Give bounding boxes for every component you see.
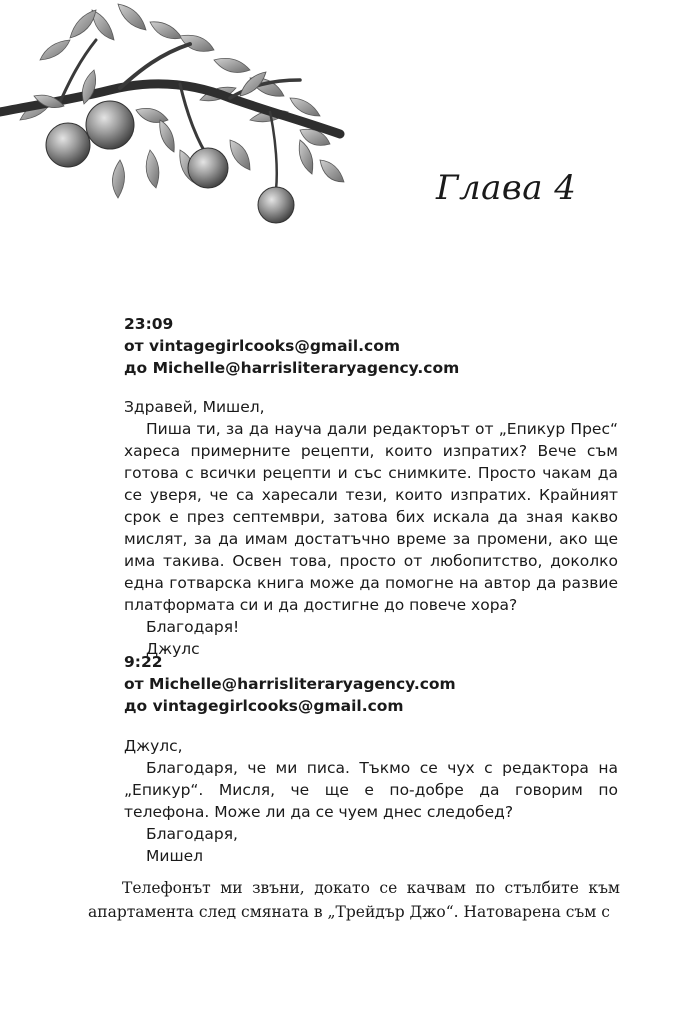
email-time: 23:09: [124, 315, 174, 333]
email-greeting: Джулс,: [124, 737, 183, 755]
email-time: 9:22: [124, 653, 163, 671]
chapter-title: Глава 4: [436, 168, 577, 208]
email-from: от vintagegirlcooks@gmail.com: [124, 337, 401, 355]
narrative-paragraph: Телефонът ми звъни, докато се качвам по стълбите към апартамента след смяната в „Трейдър Джо“. Натоварена съм с: [88, 879, 620, 921]
email-body: [124, 735, 618, 867]
email-to: до Michelle@harrisliteraryagency.com: [124, 359, 460, 377]
email-greeting: Здравей, Мишел,: [124, 398, 265, 416]
email-signature: Джулс: [146, 640, 200, 658]
email-from: от Michelle@harrisliteraryagency.com: [124, 675, 456, 693]
email-closing: Благодаря,: [146, 825, 238, 843]
email-signature: Мишел: [146, 847, 204, 865]
email-paragraph: Пиша ти, за да науча дали редакторът от „Епикур Прес“ харесa примерните рецепти, които изпратих? Вече съм готова с всички рецепти и със снимките. Просто чакам да се уверя, че са харесали тези, които изпратих. Крайният срок е през септември, затова бих искала да зная какво мислят, за да имам достатъчно време за промени, ако ще има такива. Освен това, просто от любопитство, доколко една готварска книга може да помогне на автор да развие платформата си и да достигне до повече хора?: [124, 420, 618, 614]
email-header: [124, 651, 456, 717]
email-body: [124, 396, 618, 660]
orange-branch-illustration: [0, 0, 380, 250]
email-to: до vintagegirlcooks@gmail.com: [124, 697, 404, 715]
email-closing: Благодаря!: [146, 618, 240, 636]
email-header: [124, 313, 459, 379]
email-paragraph: Благодаря, че ми писа. Тъкмо се чух с редактора на „Епикур“. Мисля, че ще е по-добре да говорим по телефона. Може ли да се чуем днес следобед?: [124, 759, 618, 821]
